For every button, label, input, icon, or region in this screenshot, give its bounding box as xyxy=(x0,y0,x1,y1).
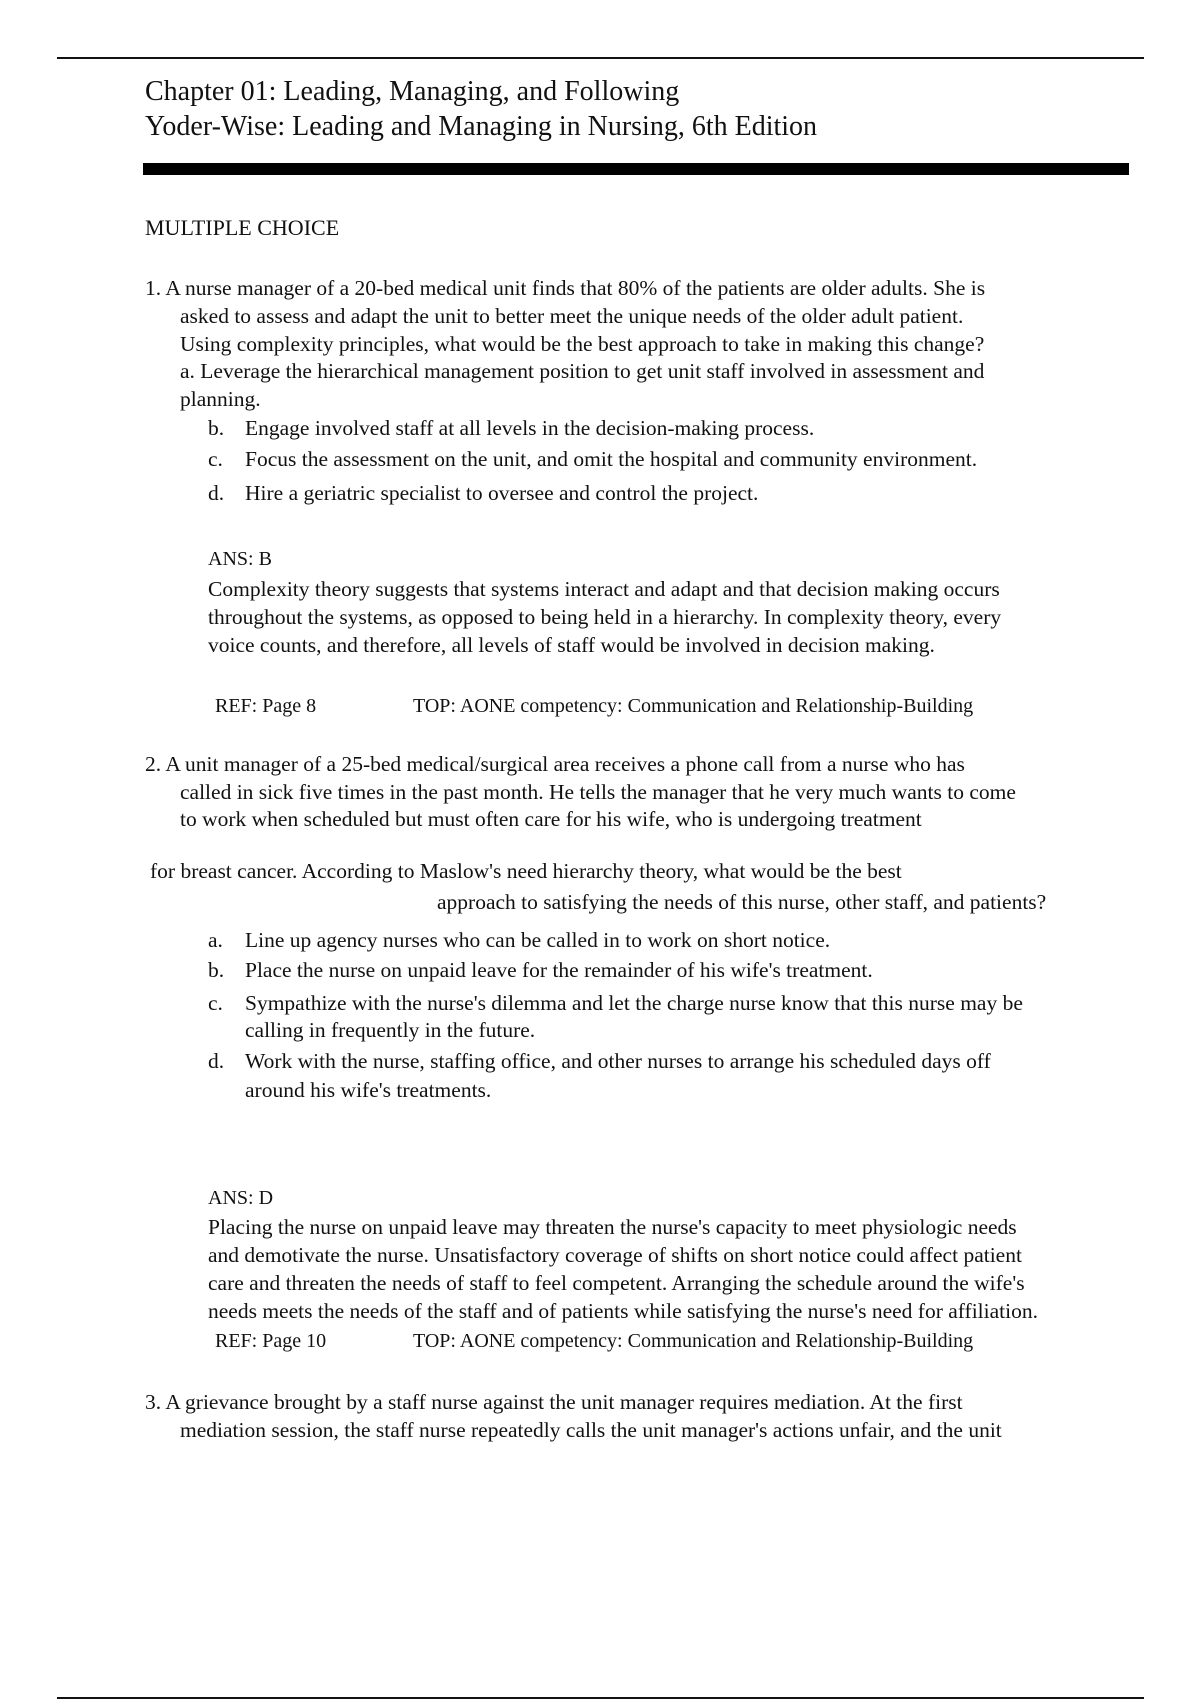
q3-stem-line: mediation session, the staff nurse repeatedly calls the unit manager's actions unfair, and the unit xyxy=(180,1418,1002,1442)
top-rule xyxy=(57,57,1144,59)
q2-option-d-letter: d. xyxy=(208,1049,225,1073)
q1-rationale-line: Complexity theory suggests that systems interact and adapt and that decision making occurs xyxy=(208,577,1000,601)
document-header xyxy=(145,74,817,144)
q2-rationale-line: Placing the nurse on unpaid leave may threaten the nurse's capacity to meet physiologic needs xyxy=(208,1215,1017,1239)
book-title: Yoder-Wise: Leading and Managing in Nursing, 6th Edition xyxy=(145,111,818,142)
q1-option-b: Engage involved staff at all levels in the decision-making process. xyxy=(245,416,815,440)
q2-option-d: Work with the nurse, staffing office, and other nurses to arrange his scheduled days off xyxy=(245,1049,991,1073)
q2-option-c: Sympathize with the nurse's dilemma and let the charge nurse know that this nurse may be xyxy=(245,991,1023,1015)
q1-option-d-letter: d. xyxy=(208,481,225,505)
q3-stem-line: 3. A grievance brought by a staff nurse against the unit manager requires mediation. At the first xyxy=(145,1390,963,1414)
q2-stem-line: approach to satisfying the needs of this nurse, other staff, and patients? xyxy=(437,890,1047,914)
bottom-rule xyxy=(57,1697,1144,1699)
q2-rationale-line: and demotivate the nurse. Unsatisfactory coverage of shifts on short notice could affect patient xyxy=(208,1243,1022,1267)
q2-option-c-cont: calling in frequently in the future. xyxy=(245,1018,536,1042)
q2-option-a-letter: a. xyxy=(208,928,223,952)
q2-stem-line: called in sick five times in the past month. He tells the manager that he very much wants to come xyxy=(180,780,1016,804)
q1-option-d: Hire a geriatric specialist to oversee and control the project. xyxy=(245,481,759,505)
q2-option-a: Line up agency nurses who can be called in to work on short notice. xyxy=(245,928,831,952)
q2-answer: ANS: D xyxy=(208,1187,274,1209)
q1-rationale-line: voice counts, and therefore, all levels of staff would be involved in decision making. xyxy=(208,633,935,657)
q1-stem-line: asked to assess and adapt the unit to better meet the unique needs of the older adult patient. xyxy=(180,304,964,328)
header-divider xyxy=(143,163,1129,175)
q2-topic: TOP: AONE competency: Communication and Relationship-Building xyxy=(413,1330,974,1352)
q1-stem-line: 1. A nurse manager of a 20-bed medical unit finds that 80% of the patients are older adults. She is xyxy=(145,276,986,300)
q2-option-b-letter: b. xyxy=(208,958,225,982)
q1-option-a: a. Leverage the hierarchical management position to get unit staff involved in assessment and xyxy=(180,359,985,383)
q1-option-c: Focus the assessment on the unit, and omit the hospital and community environment. xyxy=(245,447,978,471)
q2-stem-line: for breast cancer. According to Maslow's need hierarchy theory, what would be the best xyxy=(150,859,902,883)
q2-rationale-line: care and threaten the needs of staff to feel competent. Arranging the schedule around the wife's xyxy=(208,1271,1025,1295)
q1-topic: TOP: AONE competency: Communication and Relationship-Building xyxy=(413,695,974,717)
chapter-title: Chapter 01: Leading, Managing, and Following xyxy=(145,76,680,107)
q1-option-b-letter: b. xyxy=(208,416,225,440)
q2-stem-line: to work when scheduled but must often care for his wife, who is undergoing treatment xyxy=(180,807,922,831)
q1-option-a-cont: planning. xyxy=(180,387,261,411)
q1-option-c-letter: c. xyxy=(208,447,223,471)
q2-option-d-cont: around his wife's treatments. xyxy=(245,1078,492,1102)
q2-rationale-line: needs meets the needs of the staff and of patients while satisfying the nurse's need for affiliation. xyxy=(208,1299,1038,1323)
q1-stem-line: Using complexity principles, what would be the best approach to take in making this change? xyxy=(180,332,985,356)
q1-rationale-line: throughout the systems, as opposed to being held in a hierarchy. In complexity theory, every xyxy=(208,605,1002,629)
q2-option-c-letter: c. xyxy=(208,991,223,1015)
q1-ref: REF: Page 8 xyxy=(215,695,317,717)
q1-answer: ANS: B xyxy=(208,548,272,570)
q2-ref: REF: Page 10 xyxy=(215,1330,327,1352)
q2-stem-line: 2. A unit manager of a 25-bed medical/surgical area receives a phone call from a nurse who has xyxy=(145,752,965,776)
q2-option-b: Place the nurse on unpaid leave for the remainder of his wife's treatment. xyxy=(245,958,873,982)
section-title: MULTIPLE CHOICE xyxy=(145,215,340,240)
